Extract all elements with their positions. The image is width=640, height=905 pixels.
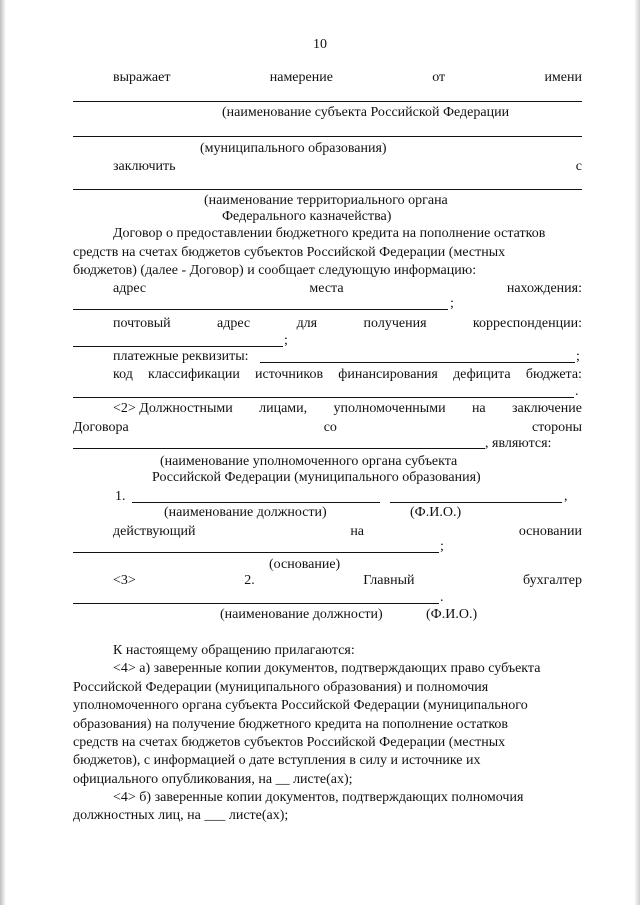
period: . (440, 590, 444, 605)
caption-position-2: (наименование должности) (220, 607, 383, 622)
conclude-line (113, 159, 582, 175)
word: основании (518, 524, 582, 539)
word: от (432, 70, 446, 85)
paragraph-line: средств на счетах бюджетов субъектов Российской Федерации (местных (73, 245, 506, 260)
word: источников (255, 367, 324, 382)
word: стороны (531, 420, 582, 435)
paragraph-line: бюджетов) (далее - Договор) и сообщает следующую информацию: (73, 263, 477, 278)
caption-body-1: (наименование уполномоченного органа субъекта (160, 454, 458, 469)
paragraph-line: Российской Федерации (муниципального образования) и полномочия (73, 680, 489, 695)
word: Договора (73, 420, 129, 435)
paragraph-line: средств на счетах бюджетов субъектов Российской Федерации (местных (73, 735, 506, 750)
scan-edge-right (634, 0, 640, 905)
word: получения (363, 316, 427, 331)
word: корреспонденции: (472, 316, 582, 331)
blank-line-party (73, 448, 485, 449)
intent-line (113, 70, 582, 86)
blank-line-accountant (73, 603, 439, 604)
word: намерение (269, 70, 333, 85)
blank-line-payment (260, 362, 575, 363)
caption-municipal: (муниципального образования) (200, 141, 387, 156)
word: выражает (113, 70, 171, 85)
blank-line-treasury (73, 189, 582, 190)
word: дефицита (453, 367, 511, 382)
officials-line (113, 401, 582, 417)
blank-line-position (132, 502, 380, 503)
blank-line-postal (73, 346, 283, 347)
caption-treasury-2: Федерального казначейства) (222, 209, 392, 224)
item-number-1: 1. (115, 489, 126, 504)
word: со (323, 420, 337, 435)
word: бюджета: (525, 367, 582, 382)
accountant-line (113, 573, 582, 589)
word: лицами, (259, 401, 308, 416)
word: действующий (113, 524, 196, 539)
paragraph-line: образования) на получение бюджетного кредита на пополнение остатков (73, 717, 509, 732)
word: нахождения: (506, 281, 582, 296)
word: <2> Должностными (113, 401, 233, 416)
caption-fio: (Ф.И.О.) (410, 505, 462, 520)
word: финансирования (338, 367, 438, 382)
caption-body-2: Российской Федерации (муниципального образования) (152, 470, 481, 485)
contract-line (73, 420, 582, 436)
caption-position: (наименование должности) (164, 505, 327, 520)
semicolon: ; (450, 296, 454, 311)
blank-line-code (73, 397, 574, 398)
paragraph-line: <4> а) заверенные копии документов, подтверждающих право субъекта (113, 661, 541, 676)
word: адрес (217, 316, 251, 331)
word: <3> (113, 573, 136, 588)
blank-line-municipal (73, 136, 582, 137)
paragraph-line: официального опубликования, на __ листе(ах); (73, 772, 353, 787)
paragraph-line: уполномоченного органа субъекта Российской Федерации (муниципального (73, 698, 528, 713)
comma: , (564, 489, 568, 504)
address-line (113, 281, 582, 297)
acting-line (113, 524, 582, 540)
paragraph-line: должностных лиц, на ___ листе(ах); (73, 808, 289, 823)
word: места (309, 281, 344, 296)
caption-treasury-1: (наименование территориального органа (204, 193, 448, 208)
paragraph-line: Договор о предоставлении бюджетного кредита на пополнение остатков (113, 226, 546, 241)
caption-fio-2: (Ф.И.О.) (426, 607, 478, 622)
word: почтовый (113, 316, 171, 331)
word: имени (544, 70, 582, 85)
scan-edge-left (0, 0, 6, 905)
are-label: , являются: (485, 436, 552, 451)
blank-line-basis (73, 552, 439, 553)
semicolon: ; (576, 349, 580, 364)
period: . (575, 384, 579, 399)
caption-basis: (основание) (269, 557, 341, 572)
blank-line-address (73, 309, 448, 310)
page-number: 10 (313, 37, 327, 52)
payment-label: платежные реквизиты: (113, 349, 249, 364)
code-line (113, 367, 582, 383)
word: классификации (148, 367, 240, 382)
word: заключить (113, 159, 176, 174)
semicolon: ; (440, 539, 444, 554)
semicolon: ; (284, 333, 288, 348)
word: код (113, 367, 133, 382)
word: Главный (363, 573, 415, 588)
attached-heading: К настоящему обращению прилагаются: (113, 643, 355, 658)
word: 2. (244, 573, 255, 588)
paragraph-line: <4> б) заверенные копии документов, подтверждающих полномочия (113, 790, 524, 805)
word: заключение (512, 401, 582, 416)
word: бухгалтер (523, 573, 582, 588)
blank-line-fio (390, 502, 562, 503)
word: с (575, 159, 582, 174)
caption-subject: (наименование субъекта Российской Федерации (222, 105, 510, 120)
word: для (296, 316, 318, 331)
word: на (471, 401, 486, 416)
word: уполномоченными (333, 401, 446, 416)
blank-line-subject (73, 101, 582, 102)
postal-line (113, 316, 582, 332)
word: адрес (113, 281, 147, 296)
paragraph-line: бюджетов), с информацией о дате вступления в силу и источнике их (73, 753, 481, 768)
word: на (350, 524, 365, 539)
